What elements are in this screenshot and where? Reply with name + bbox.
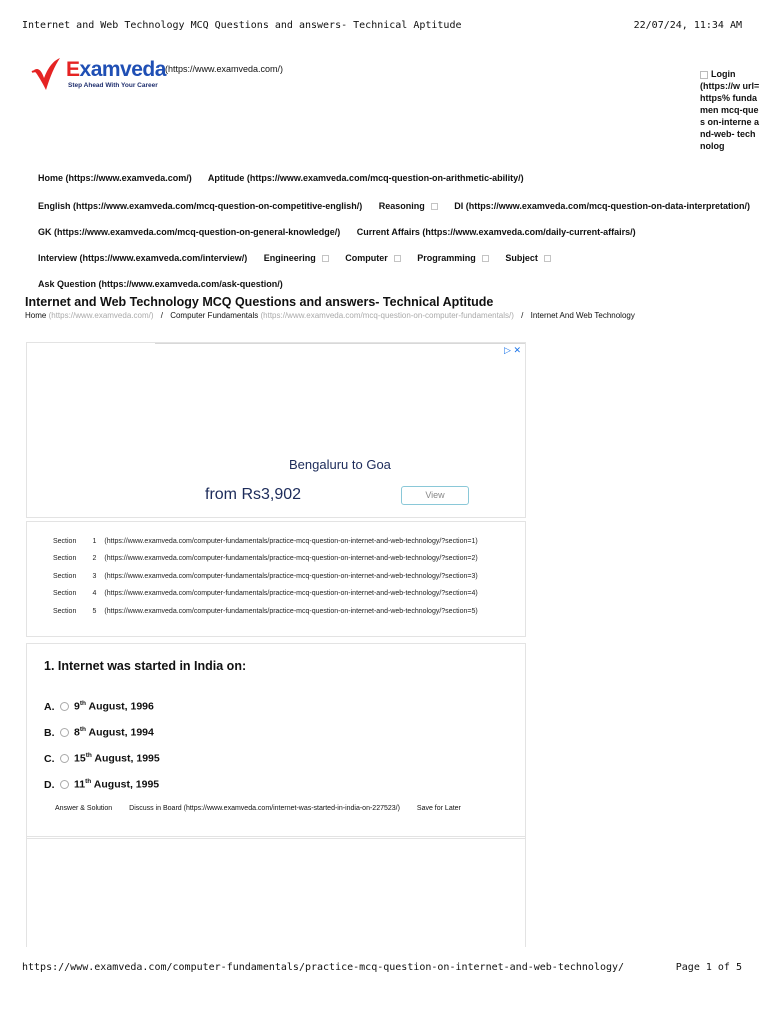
breadcrumb-home-url: (https://www.examveda.com/) — [48, 311, 154, 320]
advertisement[interactable] — [26, 342, 526, 518]
section-link[interactable]: Section 3 (https://www.examveda.com/computer-fundamentals/practice-mcq-question-on-internet-and-web-technology/?section=3) — [53, 573, 478, 580]
nav-home[interactable]: Home (https://www.examveda.com/) — [38, 173, 192, 183]
nav-aptitude[interactable]: Aptitude (https://www.examveda.com/mcq-question-on-arithmetic-ability/) — [207, 173, 524, 183]
nav-row-4 — [38, 253, 565, 263]
radio-icon — [60, 780, 69, 789]
logo-tagline: Step Ahead With Your Career — [68, 82, 158, 89]
radio-icon — [60, 754, 69, 763]
page-title: Internet and Web Technology MCQ Questions and answers- Technical Aptitude — [25, 295, 494, 309]
nav-gk[interactable]: GK (https://www.examveda.com/mcq-question-on-general-knowledge/) — [38, 227, 341, 237]
breadcrumb-current: Internet And Web Technology — [530, 311, 635, 320]
question-text: 1. Internet was started in India on: — [44, 659, 247, 673]
option-d[interactable]: D. 11th August, 1995 — [44, 778, 160, 791]
breadcrumb-home[interactable]: Home — [25, 311, 47, 320]
login-link[interactable]: Login (https://w url=https% fundamen mcq-ques on-interne and-web- technolog — [700, 69, 760, 151]
section-link[interactable]: Section 4 (https://www.examveda.com/computer-fundamentals/practice-mcq-question-on-internet-and-web-technology/?section=4) — [53, 590, 478, 597]
breadcrumb-category[interactable]: Computer Fundamentals — [170, 311, 259, 320]
nav-di[interactable]: DI (https://www.examveda.com/mcq-question-on-data-interpretation/) — [454, 201, 750, 211]
ad-view-button[interactable]: View — [401, 486, 469, 505]
nav-ask-question[interactable]: Ask Question (https://www.examveda.com/ask-question/) — [38, 279, 283, 289]
section-link[interactable]: Section 1 (https://www.examveda.com/computer-fundamentals/practice-mcq-question-on-internet-and-web-technology/?section=1) — [53, 538, 478, 545]
print-url: https://www.examveda.com/computer-fundamentals/practice-mcq-question-on-internet-and-web-technology/ — [22, 962, 625, 973]
print-page-number: Page 1 of 5 — [675, 962, 742, 973]
radio-icon — [60, 728, 69, 737]
nav-reasoning[interactable]: Reasoning — [379, 201, 438, 211]
chevron-down-icon — [394, 255, 401, 262]
nav-english[interactable]: English (https://www.examveda.com/mcq-question-on-competitive-english/) — [38, 201, 363, 211]
section-list — [26, 521, 526, 637]
nav-programming[interactable]: Programming — [417, 253, 489, 263]
ad-divider — [155, 343, 525, 344]
print-datetime: 22/07/24, 11:34 AM — [633, 20, 742, 31]
radio-icon — [60, 702, 69, 711]
breadcrumb-separator: / — [160, 311, 163, 320]
nav-interview[interactable]: Interview (https://www.examveda.com/interview/) — [38, 253, 248, 263]
logo-tick-icon — [30, 56, 70, 94]
breadcrumb-category-url: (https://www.examveda.com/mcq-question-on-computer-fundamentals/) — [260, 311, 514, 320]
user-icon — [700, 71, 708, 79]
option-a[interactable]: A. 9th August, 1996 — [44, 700, 154, 713]
nav-current-affairs[interactable]: Current Affairs (https://www.examveda.com/daily-current-affairs/) — [356, 227, 636, 237]
chevron-down-icon — [482, 255, 489, 262]
option-b[interactable]: B. 8th August, 1994 — [44, 726, 154, 739]
blank-ad-slot — [26, 836, 526, 947]
nav-computer[interactable]: Computer — [345, 253, 401, 263]
option-c[interactable]: C. 15th August, 1995 — [44, 752, 160, 765]
nav-subject[interactable]: Subject — [505, 253, 551, 263]
examveda-logo[interactable] — [30, 56, 166, 92]
nav-engineering[interactable]: Engineering — [264, 253, 329, 263]
logo-wordmark: Examveda — [66, 58, 166, 81]
answer-solution-button[interactable]: Answer & Solution — [55, 805, 113, 812]
discuss-button[interactable]: Discuss in Board (https://www.examveda.com/internet-was-started-in-india-on-227523/) — [129, 805, 400, 812]
chevron-down-icon — [322, 255, 329, 262]
nav-row-3 — [38, 227, 650, 237]
nav-row-2 — [38, 201, 764, 211]
login-url: (https://w url=https% fundamen mcq-ques on-interne and-web- technolog — [700, 81, 760, 151]
print-page-title: Internet and Web Technology MCQ Questions and answers- Technical Aptitude — [22, 20, 462, 31]
question-actions — [55, 805, 476, 812]
nav-row-1 — [38, 173, 538, 183]
breadcrumb-separator: / — [521, 311, 524, 320]
section-link[interactable]: Section 2 (https://www.examveda.com/computer-fundamentals/practice-mcq-question-on-internet-and-web-technology/?section=2) — [53, 555, 478, 562]
chevron-down-icon — [544, 255, 551, 262]
save-for-later-button[interactable]: Save for Later — [416, 805, 461, 812]
nav-row-5 — [38, 279, 297, 289]
ad-choices-icon[interactable]: ▷ ✕ — [504, 345, 521, 355]
breadcrumb — [25, 311, 635, 320]
section-link[interactable]: Section 5 (https://www.examveda.com/computer-fundamentals/practice-mcq-question-on-internet-and-web-technology/?section=5) — [53, 608, 478, 615]
ad-destination: Bengaluru to Goa — [289, 457, 391, 472]
question-card — [26, 643, 526, 839]
logo-url: (https://www.examveda.com/) — [165, 64, 284, 74]
ad-price: from Rs3,902 — [205, 486, 302, 503]
chevron-down-icon — [431, 203, 438, 210]
